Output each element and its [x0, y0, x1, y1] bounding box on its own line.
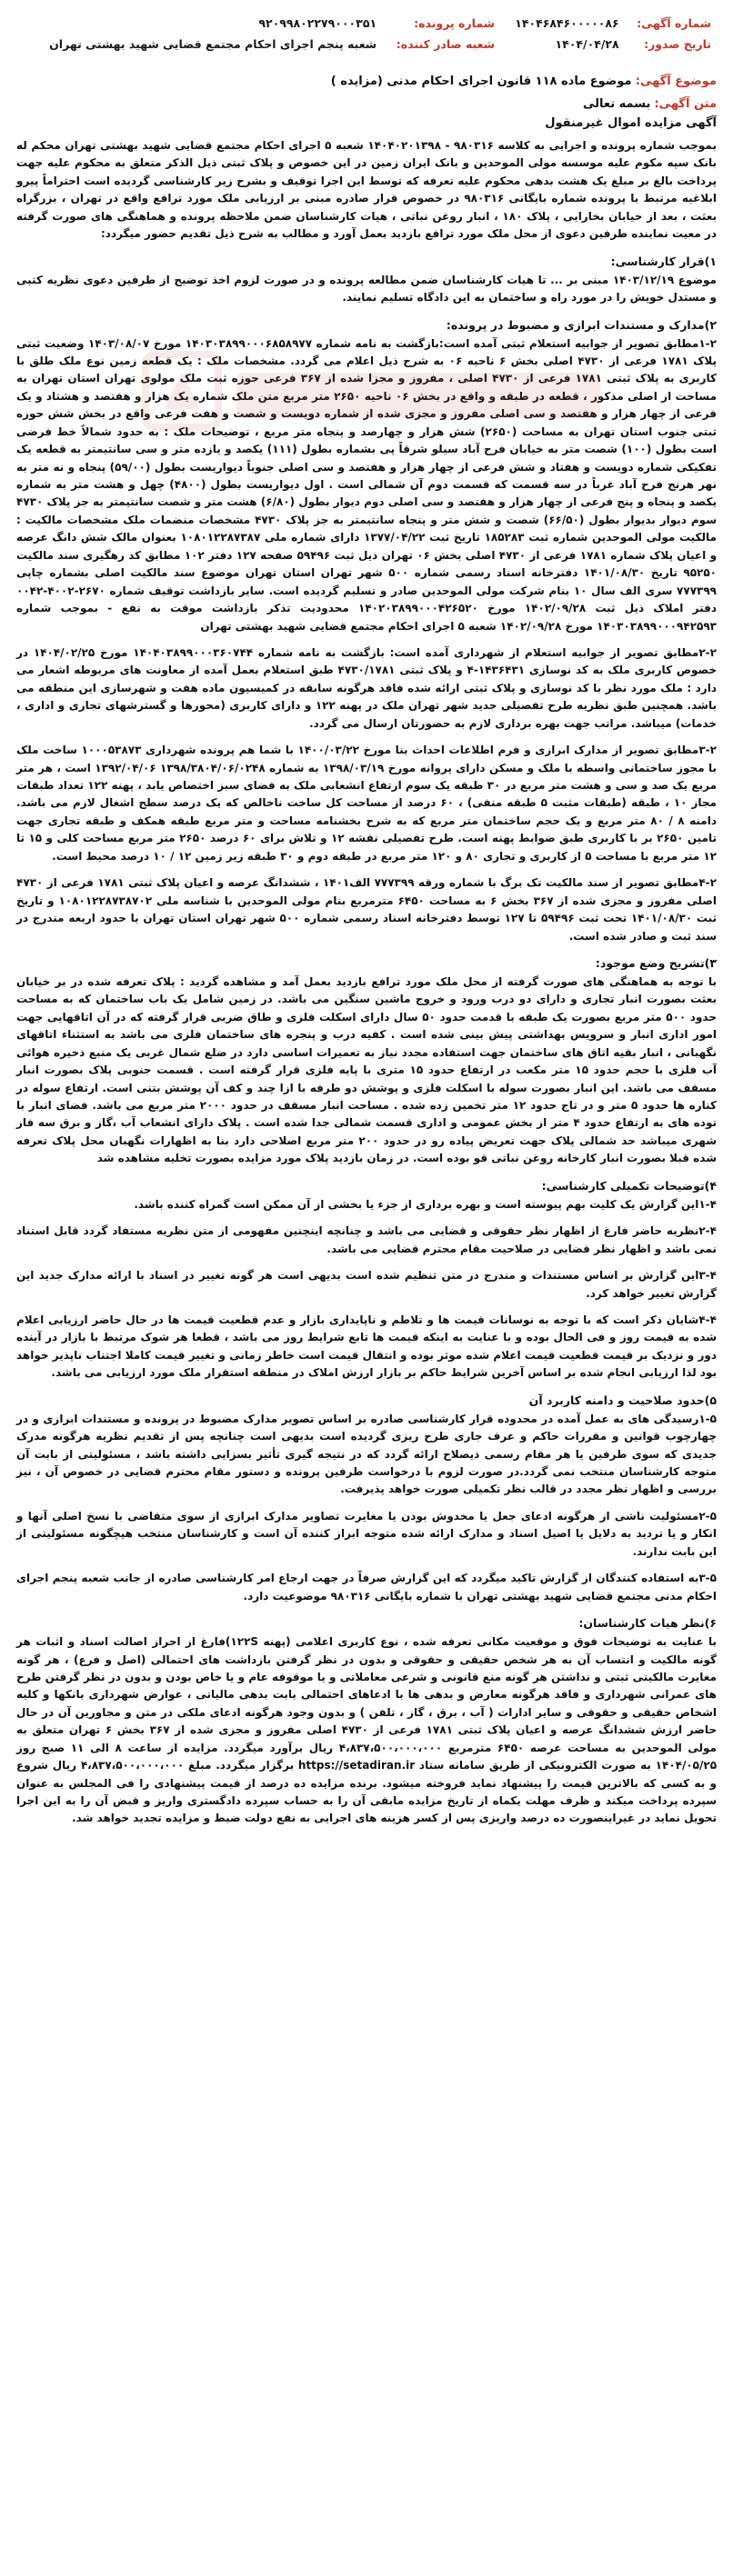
body-bismillah: بسمه تعالی — [582, 97, 651, 111]
section-6-heading: ۶)نظر هیات کارشناسان: — [578, 1616, 717, 1631]
notice-body-header — [16, 97, 717, 111]
intro-paragraph: بموجب شماره پرونده و اجرایی به کلاسه ۹۸۰۳۱۶ - ۱۴۰۴۰۲۰۱۳۹۸ شعبه ۵ اجرای احکام مجتمع قضایی شهید بهشتی تهران محکم له بانک سپه مکوم علیه موسسه مولی الموحدین و بانک ایران زمین در این خصوص و پلاک ثبتی ذیل الذکر متعلق به محکوم علیه جهت پرداخت بالغ بر مبلغ یک هشت بدهی محکوم علیه تعرفه که توسط این اجرا توقیف و بشرح زیر کارشناسی گردیده است احتراماً پیرو ابلاغیه مرتبط با پرونده شماره بایگانی ۹۸۰۳۱۶ در خصوص قرار صادره مبنی بر ارزیابی ملک مورد ترافع واقع در تهران ، بزرگراه بعثت ، بعد از خیابان بخارایی ، پلاک ۱۸۰ ، انبار روغن نباتی ، هیات کارشناسان ضمن ملاحظه پرونده و هماهنگی های صورت گرفته در معیت نماینده طرفین دعوی از محل ملک مورد ترافع بازدید بعمل آورد و مطالب به شرح ذیل تقدیم حضور میگردد: — [16, 139, 718, 241]
topic-value: موضوع ماده ۱۱۸ قانون اجرای احکام مدنی (مزایده ) — [330, 75, 632, 88]
section-5-2: ۲-۵مسئولیت ناشی از هرگونه ادعای جعل یا مخدوش بودن یا مغایرت تصاویر مدارک ابرازی از سوی متقاضی با نسخ اصلی آنها و انکار و یا تردید به دلایل یا اصیل اسناد و مدارک ارائه شده متوجه ابراز کننده آن است و کارشناسان منتخب هیچگونه مسئولیتی از این بابت ندارند. — [16, 1509, 717, 1558]
section-2-3: ۳-۲مطابق تصویر از مدارک ابرازی و فرم اطلاعات احداث بنا مورخ ۱۴۰۰/۰۳/۲۲ با شما هم پرونده شهرداری ۱۰۰۰۵۳۸۷۳ ساخت ملک با مجوز ساختمانی واسطه با ملک و مسکن دارای پروانه مورخ ۱۳۹۸/۰۳/۱۹ به شماره ۱۳۹۸/۳۸۰۴/۰۶/۰۲۴۸ ۱۳۹۲/۰۴/۰۶ است ، هر متر مربع یک صد و سی و هشت متر مربع در ۳۰ طبقه یک سوم ارتفاع انشعابی ملک به فضای سبز اختصاص یابد ، پهنه ۱۲۲ تعداد طبقات مجاز ۱۰ ، طبقه (طبقات مثبت ۵ طبقه منفی) ، ۶۰ درصد از مساحت کل ساخت ناخالص که یک درصد سطح اشغال لازم می باشد. دامنه ۸ / ۸۰ متر مربع و یک حجم ساختمان متر مربع که به شرح بخشنامه مساحت و متر مربع طبقه همکف و طبقه تجاری جهت تامین ۲۶۵۰ بر با کاربری طبق ضوابط پهنه است. طرح تفصیلی نقشه ۱۲ و تلاش برای ۶۰ درصد ۲۶۵۰ متر مربع مساحت کلی و ۱۵ تا ۱۲ متر مربع با مساحت ۵ از کاربری و تجاری ۸۰ و ۱۲۰ متر مربع در طبقه دوم و ۳۰ طبقه زیر زمین ۱۲ / ۱۰ درصد محیط است. — [16, 744, 718, 863]
section-4-3: ۳-۴این گزارش بر اساس مستندات و مندرج در متن تنظیم شده است بدیهی است هر گونه تغییر در اسناد با ارائه مدارک جدید این گزارش تغییر خواهد کرد. — [16, 1269, 717, 1300]
section-4-heading: ۴)توضیحات تکمیلی کارشناسی: — [541, 1178, 717, 1193]
section-3-text: با توجه به هماهنگی های صورت گرفته از محل ملک مورد ترافع بازدید بعمل آمد و مشاهده گردید : پلاک تعرفه شده در بر خیابان بعثت بصورت انبار تجاری و دارای دو درب ورود و خروج ماشین سنگین می باشد. در زمین شامل یک باب ساختمان که به مساحت حدود ۵۰۰ متر مربع بصورت یک طبقه با قدمت حدود ۵۰ سال دارای اسکلت فلزی و طاق ضربی قرار گرفته که در آن اتاقهایی جهت امور اداری انبار و سرویس بهداشتی پیش بینی شده است . کفیه درب و پنجره های ساختمان فلزی می باشد به استثناء اتاقهای نگهبانی ، انبار بقیه اتاق های ساختمان جهت استفاده مجدد نیاز به تعمیرات اساسی دارد در ضلع شمال غربی یک منبع ذخیره هوائی آب فلزی با حجم حدود ۱۵ متر مکعب در ارتفاع حدود ۱۵ متری با پایه فلزی قرار گرفته است . قسمت جنوبی پلاک بصورت انبار مسقف می باشد. این انبار بصورت سوله با اسکلت فلزی و پوشش دو طرفه با ازا چند و کف آن پوشش بتنی است. ارتفاع سوله در کناره ها حدود ۵ متر و در تاج حدود ۱۲ متر تخمین زده شده . مساحت انبار مسقف در حدود ۲۰۰۰ متر مربع می باشد. فضای انبار با توده های به ارتفاع حدود ۴ متر از بخش عمومی و اداری قسمت شمالی جدا شده است . پلاک دارای انشعاب آب ،گاز و برق سه فاز شهری میباشد حد شمالی پلاک جهت تعریض پیاده رو در حدود ۲۰۰ متر مربع اصلاحی دارد بنا به اظهارات نگهبان محل پلاک تعرفه شده قبلا بصورت انبار کارخانه روغن نباتی قو بوده است. در زمان بازدید پلاک مورد مزایده بصورت تخلیه مشاهده شد — [16, 974, 718, 1165]
section-1-text: موضوع ۱۴۰۳/۱۲/۱۹ مبنی بر ... تا هیات کارشناسان ضمن مطالعه پرونده و در صورت لزوم اخذ توضیح از طرفین دعوی نظریه کتبی و مستدل خویش را در مورد راه و ساختمان به این دادگاه تسلیم نمایند. — [16, 273, 717, 305]
section-6-text: با عنایت به توضیحات فوق و موقعیت مکانی تعرفه شده ، نوع کاربری اعلامی (پهنه ۱۲۲S)فارغ از احراز اصالت اسناد و اثبات هر گونه مالکیت و انتساب آن به هر شخص حقیقی و حقوقی و بدون در نظر گرفتن بازداشت های احتمالی (اصل و فرع) ، هر گونه مغایرت مالکیتی ثبتی و نداشتن هر گونه منع قانونی و شرعی معاملاتی و یا موقوفه عام و یا خاص بودن و بدون در نظر گرفتن طرح های عمرانی شهرداری و فاقد هرگونه معارض و بدهی ها با ادعاهای احتمالی بابت بدهی مالیاتی ، عوارض شهرداری بانکها و کلیه اشخاص حقیقی و حقوقی و سایر ادارات ( آب ، برق ، گاز ، تلفن ) و بدون وجود هرگونه ادعای ملکی در متن و مجاورین آن در حال حاضر ارزش ششدانگ عرصه و اعیان پلاک ثبتی ۱۷۸۱ فرعی از ۴۷۳۰ اصلی مفروز و مجزی شده از ۳۶۷ بخش ۶ تهران متعلق به مولی الموحدین به مساحت عرصه ۶۴۵۰ مترمربع ۴،۸۳۷،۵۰۰،۰۰۰،۰۰۰ ریال برآورد میگردد. مزایده از ساعت ۸ الی ۱۱ صبح روز ۱۴۰۴/۰۵/۲۵ به صورت الکترونیکی از طریق سامانه ستاد https://setadiran.ir برگزار میگردد. مبلغ ۴،۸۳۷،۵۰۰،۰۰۰،۰۰۰ ریال شروع و به کسی که بالاترین قیمت را پیشنهاد نماید فروخته میشود. برنده مزایده ده درصد از قیمت پیشنهادی را فی المجلس به عنوان سپرده پرداخت میکند و ظرف مهلت یکماه از تاریخ مزایده مابقی آن را به حساب سپرده دادگستری واریز و قبض آن را به این اجرا تحویل نماید در غیراینصورت ده درصد واریزی پس از کسر هزینه های اجرایی به نفع دولت ضبط و مزایده تجدید خواهد شد. — [16, 1635, 718, 1825]
section-2-1: ۱-۲مطابق تصویر از جوابیه استعلام ثبتی آمده است:بازگشت به نامه شماره ۱۴۰۳۰۳۸۹۹۰۰۰۶۸۵۸۹۷۷ مورخ ۱۴۰۳/۰۸/۰۷ وضعیت ثبتی پلاک ۱۷۸۱ فرعی از ۴۷۳۰ اصلی بخش ۶ ناحیه ۰۶ به شرح ذیل اعلام می گردد. مشخصات ملک : یک قطعه زمین نوع ملک طلق با کاربری به پلاک ثبتی ۱۷۸۱ فرعی از ۴۷۳۰ اصلی ، مفروز و مجزا شده از ۳۶۷ فرعی حوزه ثبت ملک مولوی تهران استان تهران به مساحت از اصلی مذکور ، قطعه در طبقه و واقع در بخش ۰۶ ناحیه ۲۶۵۰ متر مربع متن ملک شماره یک هزار و هفتصد و هشتاد و یک فرعی از چهار هزار و هفتصد و سی اصلی مفروز و مجزی شده از شماره دویست و شصت و هفت فرعی واقع در بخش شش حوزه ثبتی جنوب استان تهران به مساحت (۲۶۵۰) شش هزار و چهارصد و پنجاه متر مربع ، توضیحات ملک : به حدود شمالاً خط فرضی است بطول (۱۰۰) شصت متر به خیابان فرح آباد سیلو شرقاً پی بشماره بطول (۱۱۱) یکصد و یازده متر و سی سانتیمتر به قطعه یک تفکیکی شماره دویست و هفتاد و شش فرعی از چهار هزار و هفتصد و سی اصلی جنوباً دیواریست بطول (۵۹/۰۰) پنجاه و نه متر به نهر هرنج فرح آباد غرباً در سه قسمت که قسمت دوم آن شمالی است . اول دیواریست بطول (۴۸۰۰) چهل و هشت متر به شماره یکصد و پنجاه و پنج فرعی از چهار هزار و هفتصد و سی اصلی دوم دیوار بطول (۶/۸۰) هشت متر و شصت سانتیمتر به جز پلاک ۴۷۳۰ سوم دیوار بدیوار بطول (۶۶/۵۰) شصت و شش متر و پنجاه سانتیمتر به جز پلاک ۴۷۳۰ مشخصات منضمات ملک مشخصات مالکیت : مالکیت مولی الموحدین شماره ثبت ۱۸۵۲۸۳ تاریخ ثبت ۱۳۷۷/۰۴/۲۲ دارای شماره ملی ۱۰۸۰۱۲۲۸۷۳۸۷ بعنوان مالک شش دانگ عرصه و اعیان پلاک شماره ۱۷۸۱ فرعی از ۴۷۳۰ اصلی بخش ۰۶ تهران ذیل ثبت ۵۹۴۹۶ صفحه ۱۲۷ دفتر ۱۰۲ مطابق کد رهگیری سند مالکیت ۹۵۲۵۰ تاریخ ۱۴۰۱/۰۸/۳۰ دفترخانه اسناد رسمی شماره ۵۰۰ شهر تهران استان تهران موضوع سند مالکیت اصلی بشماره چاپی ۷۷۷۳۹۹ سری الف سال ۱۰ بنام شرکت مولی الموحدین صادر و تسلیم گردیده است. سایر بازداشت توقیف شماره ۲۶۷۰-۴۰۰۲-۰۰۴۲ دفتر املاک ذیل ثبت ۱۴۰۲/۰۹/۲۸ مورخ ۱۴۰۲۰۳۸۹۹۰۰۰۴۲۶۵۲۰ محدودیت تذکر بازداشت موقت به نفع - بموجب شماره ۱۴۰۳۰۳۸۹۹۰۰۰۹۴۲۵۹۳ مورخ ۱۴۰۲/۰۹/۲۸ شعبه ۵ اجرای احکام مجتمع قضایی شهید بهشتی تهران — [16, 336, 718, 633]
tracking-value: ۱۴۰۴۶۸۴۶۰۰۰۰۰۸۶ — [515, 16, 619, 30]
section-4-4: ۴-۴شایان ذکر است که با توجه به نوسانات قیمت ها و تلاطم و ناپایداری بازار و عدم قطعیت قیمت ها در حال حاضر ارزیابی اعلام شده به قیمت روز و فی الحال بوده و با عنایت به اینکه قیمت ها تابع شرایط روز می باشد ، قطعا هر شوک مرتبط با بازار در آینده دور و نزدیک بر قیمت قطعیت قیمت اعلام شده موثر بوده و انتقال قیمت است خاطر زمانی و تغییر قیمت کاملا اجتناب ناپذیر خواهد بود لذا ارزیابی انجام شده بر اساس آخرین شرایط حاکم بر بازار ارزش املاک در منطقه استقرار ملک مورد ارزیابی می باشد. — [16, 1313, 717, 1380]
topic-label: موضوع آگهی: — [635, 75, 717, 88]
branch-value: شعبه پنجم اجرای احکام مجتمع قضایی شهید بهشتی تهران — [49, 37, 377, 51]
doc-title: آگهی مزایده اموال غیرمنقول — [545, 116, 717, 130]
section-5-3: ۳-۵به استفاده کنندگان از گزارش تاکید میگردد که این گزارش صرفاً در جهت ارجاع امر کارشناسی صادره از جانب شعبه پنجم اجرای احکام مدنی مجتمع قضایی شهید بهشتی تهران با شماره بایگانی ۹۸۰۳۱۶ موضوعیت دارد. — [16, 1572, 717, 1603]
section-2-4: ۴-۲مطابق تصویر از سند مالکیت تک برگ با شماره ورقه ۷۷۷۳۹۹ الف۱۴۰۱ ، ششدانگ عرصه و اعیان پلاک ثبتی ۱۷۸۱ فرعی از ۴۷۳۰ اصلی مفروز و مجزی شده از ۳۶۷ بخش ۶ به مساحت ۶۴۵۰ مترمربع بنام مولی الموحدین با شناسه ملی ۱۰۸۰۱۲۲۸۷۳۸۷۰۲ و تاریخ ثبت ۱۴۰۱/۰۸/۳۰ تحت ثبت ۵۹۴۹۶ تا ۱۲۷ توسط دفترخانه اسناد رسمی شماره ۵۰۰ شهر تهران استان تهران با حدود اربعه مندرج در سند ثبت و صادر شده است. — [16, 876, 718, 943]
notice-meta — [16, 13, 717, 55]
case-value: ۹۲۰۹۹۸۰۲۲۷۹۰۰۰۳۵۱ — [258, 16, 377, 30]
section-5-1: ۱-۵رسیدگی های به عمل آمده در محدوده قرار کارشناسی صادره بر اساس تصویر مدارک مضبوط در پرونده و مستندات ابرازی و در چهارچوب قوانین و مقررات حاکم و عرف جاری طرح ریزی گردیده است بدیهی است چنانچه پس از تقدیم نظریه هرگونه مدرک جدیدی که سوی طرفین یا هر مقام رسمی ذیصلاح ارائه گردد که در نتیجه گیری تأثیر بسزایی داشته باشد ، مسئولیتی از بابت آن متوجه کارشناسان منتخب نمی گردد.در صورت لزوم با درخواست طرفین پرونده و دستور مقام محترم قضایی در خصوص آن ، نیز بررسی و اظهار نظر مجدد در قالب نظر تکمیلی صورت خواهد پذیرفت. — [16, 1412, 717, 1496]
section-3-heading: ۳)تشریح وضع موجود: — [595, 955, 717, 970]
branch-label: شعبه صادر کننده: — [396, 37, 495, 51]
notice-topic — [16, 75, 717, 88]
date-value: ۱۴۰۴/۰۴/۲۸ — [555, 37, 619, 51]
section-2-2: ۲-۲مطابق تصویر از جوابیه استعلام از شهرداری آمده است: بازگشت به نامه شماره ۱۴۰۴۰۳۸۹۹۰۰۰۳۶۰۷۴۴ مورخ ۱۴۰۴/۰۲/۲۵ در خصوص کاربری ملک به کد نوسازی ۱۴۳۶۴۳۱-۴ و پلاک ثبتی ۴۷۳۰/۱۷۸۱ طبق استعلام بعمل آمده از معاونت های مربوطه اشعار می دارد : ملک مورد نظر با کد نوسازی و پلاک ثبتی ارائه شده فاقد هرگونه سابقه در کمیسیون ماده هفت و شهرسازی این منطقه می باشد. همچنین طبق نظریه طرح تفصیلی جدید شهر تهران ملک در پهنه ۱۲۲ و دارای کاربری (محورها و گسترشهای تجاری و اداری ، خدمات) میباشد. مراتب جهت بهره برداری لازم به حضورتان ارسال می گردد. — [16, 645, 717, 730]
section-5-heading: ۵)حدود صلاحیت و دامنه کاربرد آن — [528, 1393, 717, 1407]
date-label: تاریخ صدور: — [644, 37, 711, 51]
section-4-2: ۲-۴نظریه حاضر فارغ از اظهار نظر حقوقی و قضایی می باشد و چنانچه اینچنین مفهومی از متن نظریه مستفاد گردد قابل استناد نمی باشد و اظهار نظر قضایی در صلاحیت مقام محترم قضایی می باشد. — [16, 1224, 717, 1255]
body-label: متن آگهی: — [654, 97, 717, 111]
section-4-1: ۱-۴این گزارش یک کلیت بهم پیوسته است و بهره برداری از جزء یا بخشی از آن ممکن است گمراه کننده باشد. — [134, 1197, 717, 1211]
section-1-heading: ۱)قرار کارشناسی: — [610, 254, 717, 268]
tracking-label: شماره آگهی: — [637, 16, 711, 30]
case-label: شماره پرونده: — [414, 16, 495, 30]
section-2-heading: ۲)مدارک و مستندات ابرازی و مضبوط در پرونده: — [446, 317, 717, 332]
